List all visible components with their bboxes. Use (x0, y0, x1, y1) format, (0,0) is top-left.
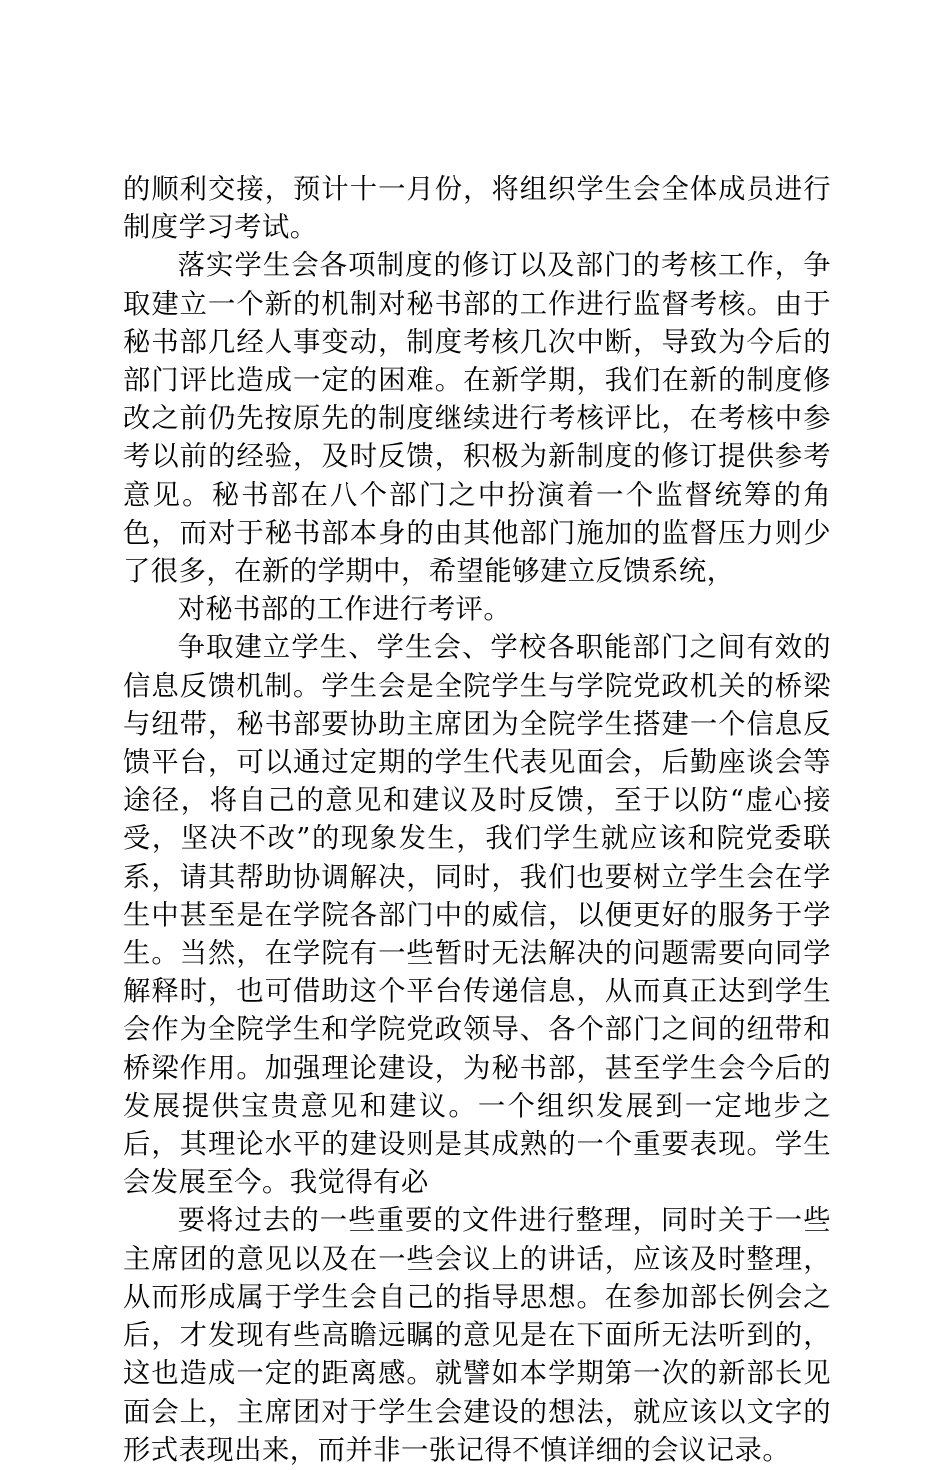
paragraph-5: 要将过去的一些重要的文件进行整理，同时关于一些主席团的意见以及在一些会议上的讲话，应该及时整理，从而形成属于学生会自己的指导思想。在参加部长例会之后，才发现有些高瞻远瞩的意见是在下面所无法听到的，这也造成一定的距离感。就譬如本学期第一次的新部长见面会上，主席团对于学生会建设的想法，就应该以文字的形式表现出来，而并非一张记得不慎详细的会议记录。 (123, 1205, 831, 1466)
document-body (123, 171, 831, 1470)
paragraph-2: 落实学生会各项制度的修订以及部门的考核工作，争取建立一个新的机制对秘书部的工作进行监督考核。由于秘书部几经人事变动，制度考核几次中断，导致为今后的部门评比造成一定的困难。在新学期，我们在新的制度修改之前仍先按原先的制度继续进行考核评比，在考核中参考以前的经验，及时反馈，积极为新制度的修订提供参考意见。秘书部在八个部门之中扮演着一个监督统筹的角色，而对于秘书部本身的由其他部门施加的监督压力则少了很多，在新的学期中，希望能够建立反馈系统， (123, 250, 831, 588)
paragraph-3: 对秘书部的工作进行考评。 (177, 594, 512, 626)
paragraph-1: 的顺利交接，预计十一月份，将组织学生会全体成员进行制度学习考试。 (123, 174, 831, 244)
paragraph-4: 争取建立学生、学生会、学校各职能部门之间有效的信息反馈机制。学生会是全院学生与学院党政机关的桥梁与纽带，秘书部要协助主席团为全院学生搭建一个信息反馈平台，可以通过定期的学生代表见面会，后勤座谈会等途径，将自己的意见和建议及时反馈，至于以防“虚心接受，坚决不改”的现象发生，我们学生就应该和院党委联系，请其帮助协调解决，同时，我们也要树立学生会在学生中甚至是在学院各部门中的威信，以便更好的服务于学生。当然，在学院有一些暂时无法解决的问题需要向同学解释时，也可借助这个平台传递信息，从而真正达到学生会作为全院学生和学院党政领导、各个部门之间的纽带和桥梁作用。加强理论建设，为秘书部，甚至学生会今后的发展提供宝贵意见和建议。一个组织发展到一定地步之后，其理论水平的建设则是其成熟的一个重要表现。学生会发展至今。我觉得有必 (123, 632, 831, 1199)
